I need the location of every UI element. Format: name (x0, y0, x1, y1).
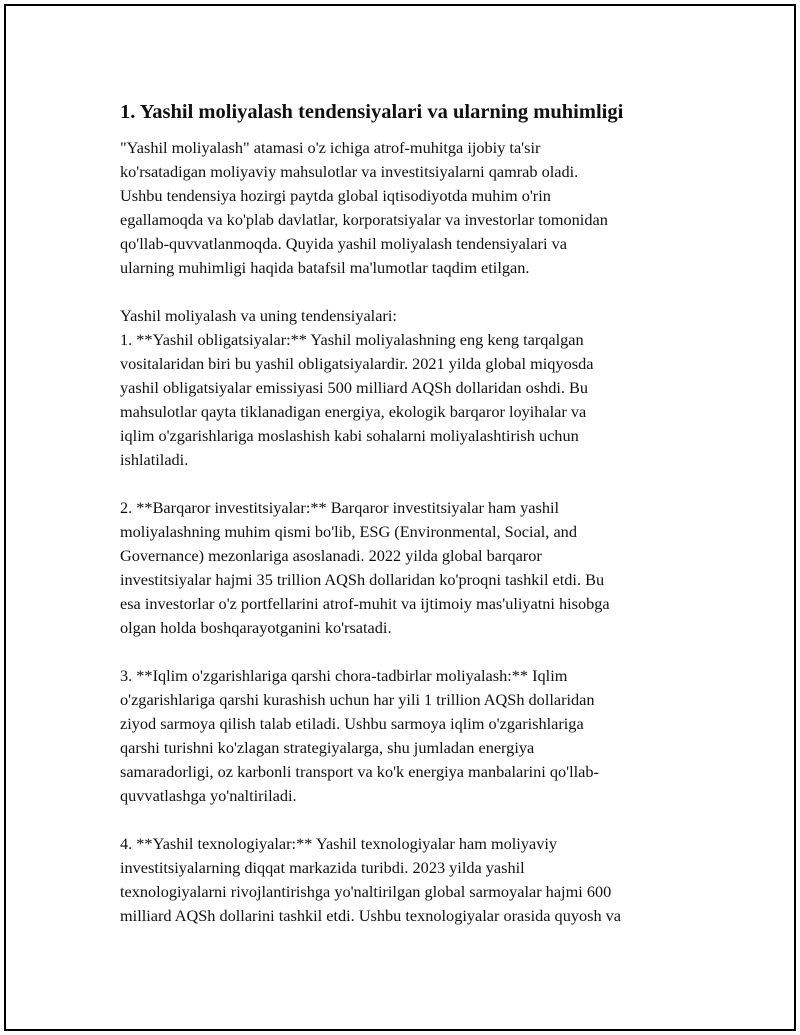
paragraph-spacer (120, 472, 700, 496)
list-item-green-technologies: 4. **Yashil texnologiyalar:** Yashil texnologiyalar ham moliyaviy investitsiyalarning diqqat markazida turibdi. 2023 yilda yashil texnologiyalarni rivojlantirishga yo'naltirilgan global sarmoyalar hajmi 600 milliard AQSh dollarini tashkil etdi. Ushbu texnologiyalar orasida quyosh va (120, 834, 622, 925)
document-body (120, 98, 700, 928)
intro-paragraph: "Yashil moliyalash" atamasi o'z ichiga atrof-muhitga ijobiy ta'sir ko'rsatadigan moliyaviy mahsulotlar va investitsiyalarni qamrab oladi. Ushbu tendensiya hozirgi paytda global iqtisodiyotda muhim o'rin egallamoqda va ko'plab davlatlar, korporatsiyalar va investorlar tomonidan qo'llab-quvvatlanmoqda. Quyida yashil moliyalash tendensiyalari va ularning muhimligi haqida batafsil ma'lumotlar taqdim etilgan. (120, 138, 608, 277)
paragraph-spacer (120, 640, 700, 664)
list-item-climate-finance: 3. **Iqlim o'zgarishlariga qarshi chora-tadbirlar moliyalash:** Iqlim o'zgarishlariga qarshi kurashish uchun har yili 1 trillion AQSh dollaridan ziyod sarmoya qilish talab etiladi. Ushbu sarmoya iqlim o'zgarishlariga qarshi turishni ko'zlagan strategiyalarga, shu jumladan energiya samaradorligi, oz karbonli transport va ko'k energiya manbalarini qo'llab- quvvatlashga yo'naltiriladi. (120, 666, 599, 805)
list-item-sustainable-investments: 2. **Barqaror investitsiyalar:** Barqaror investitsiyalar ham yashil moliyalashning muhim qismi bo'lib, ESG (Environmental, Social, and Governance) mezonlariga asoslanadi. 2022 yilda global barqaror investitsiyalar hajmi 35 trillion AQSh dollaridan ko'proqni tashkil etdi. Bu esa investorlar o'z portfellarini atrof-muhit va ijtimoiy mas'uliyatni hisobga olgan holda boshqarayotganini ko'rsatadi. (120, 498, 610, 637)
document-title: 1. Yashil moliyalash tendensiyalari va ularning muhimligi (120, 101, 624, 123)
paragraph-spacer (120, 808, 700, 832)
section-heading: Yashil moliyalash va uning tendensiyalari: (120, 306, 397, 325)
paragraph-spacer (120, 280, 700, 304)
document-page (4, 4, 796, 1031)
list-item-green-bonds: 1. **Yashil obligatsiyalar:** Yashil moliyalashning eng keng tarqalgan vositalaridan biri bu yashil obligatsiyalardir. 2021 yilda global miqyosda yashil obligatsiyalar emissiyasi 500 milliard AQSh dollaridan oshdi. Bu mahsulotlar qayta tiklanadigan energiya, ekologik barqaror loyihalar va iqlim o'zgarishlariga moslashish kabi sohalarni moliyalashtirish uchun ishlatiladi. (120, 330, 594, 469)
